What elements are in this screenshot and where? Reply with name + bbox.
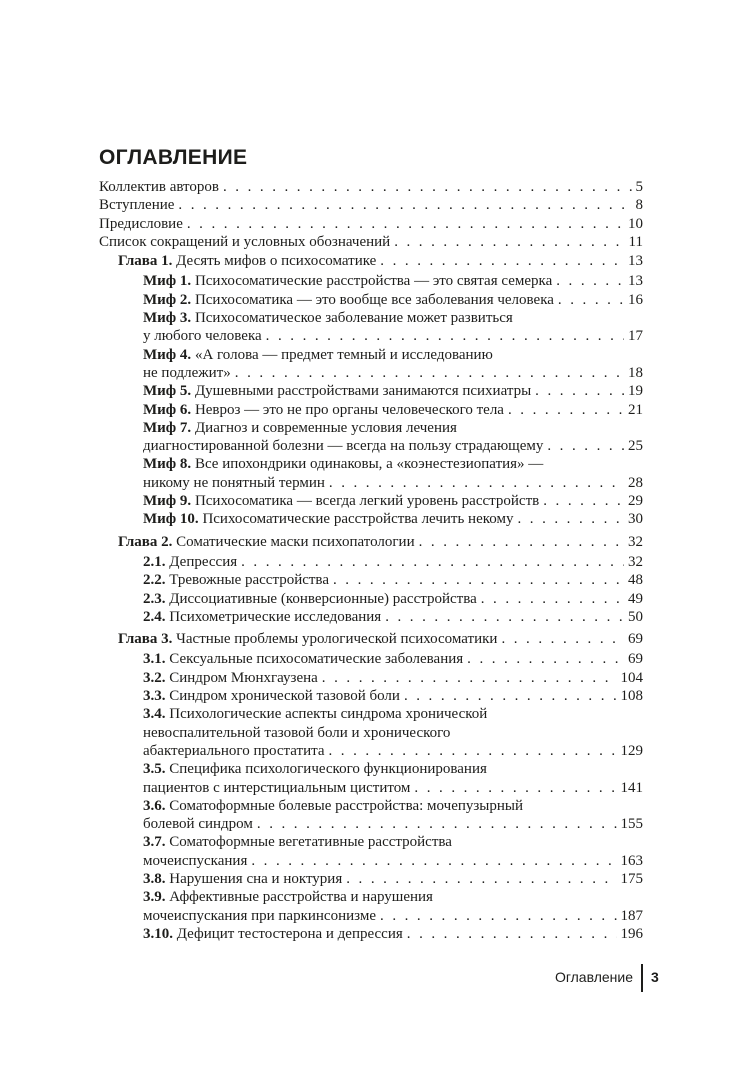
toc-entry[interactable]	[143, 608, 643, 626]
dot-leader	[380, 252, 624, 270]
toc-entry-title: никому не понятный термин	[143, 474, 325, 491]
toc-entry-title: у любого человека	[143, 328, 262, 345]
toc-entry-label	[143, 687, 400, 705]
toc-entry-title-part: Специфика психологического функционирования	[169, 761, 487, 778]
toc-entry-title-part: невоспалительной тазовой боли и хронического	[143, 724, 451, 741]
toc-entry-label	[118, 630, 497, 648]
toc-entry-label	[143, 669, 318, 687]
toc-entry-title: Соматические маски психопатологии	[176, 533, 415, 550]
dot-leader	[241, 553, 624, 571]
toc-entry-page: 5	[635, 179, 643, 195]
toc-entry[interactable]	[143, 797, 643, 834]
toc-entry[interactable]	[99, 178, 643, 196]
toc-entry-title-part: Психологические аспекты синдрома хронической	[169, 706, 488, 723]
toc-entry-label	[99, 178, 219, 196]
toc-entry-page: 104	[620, 669, 643, 686]
toc-entry[interactable]	[143, 553, 643, 571]
toc-entry-label	[143, 925, 403, 943]
toc-entry-number: Миф 9.	[143, 493, 192, 510]
toc-entry[interactable]	[99, 233, 643, 251]
toc-entry-title: Вступление	[99, 197, 175, 214]
toc-entry-page: 17	[628, 328, 643, 345]
toc-entry-title: Психосоматика — всегда легкий уровень расстройств	[194, 493, 540, 510]
toc-entry[interactable]	[143, 309, 643, 346]
toc-entry-title-part: Психосоматическое заболевание может развиться	[194, 310, 513, 327]
toc-entry-label	[143, 815, 253, 833]
toc-entry-number: 2.4.	[143, 608, 166, 625]
toc-entry-title: Нарушения сна и ноктурия	[169, 870, 343, 887]
toc-entry[interactable]	[143, 382, 643, 400]
toc-entry[interactable]	[143, 291, 643, 309]
toc-entry-page: 16	[628, 291, 643, 308]
toc-entry-page: 10	[628, 215, 643, 232]
page-number: 3	[651, 969, 659, 985]
toc-entry-title: Тревожные расстройства	[169, 572, 329, 589]
toc-entry-number: Миф 6.	[143, 401, 192, 418]
toc-entry-page: 155	[620, 816, 643, 833]
toc-entry-label	[143, 742, 325, 760]
dot-leader	[419, 533, 624, 551]
toc-entry-label	[118, 533, 415, 551]
toc-entry[interactable]	[143, 346, 643, 383]
dot-leader	[322, 669, 617, 687]
toc-entry-page: 18	[628, 364, 643, 381]
dot-leader	[178, 196, 631, 214]
toc-entry-line	[143, 797, 643, 815]
table-of-contents	[0, 178, 756, 943]
dot-leader	[394, 233, 624, 251]
page-footer	[0, 968, 756, 990]
dot-leader	[329, 742, 617, 760]
toc-entry[interactable]	[143, 925, 643, 943]
toc-entry-title: Депрессия	[169, 553, 238, 570]
toc-heading: ОГЛАВЛЕНИЕ	[99, 146, 248, 169]
toc-entry-page: 69	[628, 651, 643, 668]
toc-entry[interactable]	[143, 419, 643, 456]
toc-entry-number: 3.9.	[143, 889, 166, 906]
toc-entry-title: Дефицит тестостерона и депрессия	[176, 925, 403, 942]
toc-entry-title: Синдром хронической тазовой боли	[169, 688, 400, 705]
toc-entry-page: 32	[628, 533, 643, 550]
toc-entry-page: 13	[628, 253, 643, 270]
toc-entry-title: Коллектив авторов	[99, 179, 219, 195]
toc-entry-number: 3.1.	[143, 651, 166, 668]
dot-leader	[414, 779, 616, 797]
toc-entry-page: 13	[628, 273, 643, 290]
toc-entry[interactable]	[118, 533, 643, 551]
toc-entry-number: Миф 2.	[143, 291, 192, 308]
toc-entry-page: 50	[628, 608, 643, 625]
toc-entry-title: Психосоматика — это вообще все заболевания человека	[194, 291, 554, 308]
toc-entry-number: 2.1.	[143, 553, 166, 570]
toc-entry-label	[99, 215, 183, 233]
dot-leader	[543, 492, 624, 510]
dot-leader	[346, 870, 616, 888]
toc-entry-title: Синдром Мюнхгаузена	[169, 669, 318, 686]
dot-leader	[223, 178, 632, 196]
toc-entry-number: Глава 2.	[118, 533, 173, 550]
toc-entry-page: 21	[628, 401, 643, 418]
toc-entry-page: 8	[635, 197, 643, 214]
toc-entry-number: 2.2.	[143, 572, 166, 589]
dot-leader	[407, 925, 617, 943]
toc-entry[interactable]	[143, 492, 643, 510]
toc-entry-label	[143, 870, 342, 888]
toc-entry-title: Сексуальные психосоматические заболевания	[169, 651, 464, 668]
toc-entry[interactable]	[99, 196, 643, 214]
toc-entry-page: 141	[620, 779, 643, 796]
toc-entry-label	[143, 364, 231, 382]
toc-entry-number: 3.2.	[143, 669, 166, 686]
toc-entry-title: мочеиспускания при паркинсонизме	[143, 907, 377, 924]
dot-leader	[329, 474, 624, 492]
toc-entry-page: 19	[628, 383, 643, 400]
toc-entry-page: 187	[620, 907, 643, 924]
toc-entry-line	[143, 760, 643, 778]
toc-entry[interactable]	[143, 590, 643, 608]
toc-entry-label	[143, 474, 325, 492]
toc-entry-label	[143, 608, 381, 626]
toc-entry-label	[143, 852, 247, 870]
toc-entry-label	[143, 907, 376, 925]
toc-entry-title: не подлежит»	[143, 364, 231, 381]
dot-leader	[517, 510, 624, 528]
toc-entry-label	[143, 401, 504, 419]
toc-entry-label	[143, 327, 262, 345]
toc-entry[interactable]	[143, 705, 643, 760]
toc-entry-title: Психометрические исследования	[169, 608, 382, 625]
toc-entry[interactable]	[118, 630, 643, 648]
toc-entry-title-part: Все ипохондрики одинаковы, а «коэнестезиопатия» —	[194, 456, 544, 473]
toc-entry-label	[99, 233, 390, 251]
dot-leader	[187, 215, 624, 233]
toc-entry-number: Миф 5.	[143, 383, 192, 400]
dot-leader	[481, 590, 624, 608]
dot-leader	[251, 852, 616, 870]
toc-entry-label	[143, 437, 543, 455]
toc-entry[interactable]	[143, 870, 643, 888]
toc-entry-line	[143, 724, 643, 742]
toc-entry[interactable]	[143, 272, 643, 290]
toc-entry[interactable]	[143, 510, 643, 528]
toc-entry[interactable]	[99, 215, 643, 233]
toc-entry-label	[118, 252, 376, 270]
dot-leader	[404, 687, 617, 705]
toc-entry-number: 3.7.	[143, 834, 166, 851]
toc-entry-number: Миф 7.	[143, 419, 192, 436]
toc-entry-line	[143, 455, 643, 473]
dot-leader	[266, 327, 624, 345]
toc-entry-number: Глава 3.	[118, 631, 173, 648]
dot-leader	[235, 364, 624, 382]
toc-entry-number: Миф 1.	[143, 273, 192, 290]
toc-entry-number: 3.3.	[143, 688, 166, 705]
toc-entry-label	[143, 272, 552, 290]
toc-entry-line	[143, 419, 643, 437]
toc-entry-number: Миф 8.	[143, 456, 192, 473]
toc-entry-title: Предисловие	[99, 215, 183, 232]
toc-entry-title: Частные проблемы урологической психосоматики	[176, 631, 498, 648]
toc-entry-title: Список сокращений и условных обозначений	[99, 233, 391, 250]
toc-entry[interactable]	[143, 888, 643, 925]
toc-entry-page: 69	[628, 631, 643, 648]
toc-entry[interactable]	[143, 650, 643, 668]
toc-entry-title: абактериального простатита	[143, 742, 325, 759]
footer-divider	[641, 964, 643, 992]
toc-entry-title: Диссоциативные (конверсионные) расстройства	[169, 590, 477, 607]
toc-entry-label	[143, 553, 237, 571]
toc-entry-label	[143, 382, 531, 400]
toc-entry-page: 175	[620, 870, 643, 887]
toc-entry-title: Психосоматические расстройства лечить некому	[202, 511, 514, 528]
toc-entry-page: 30	[628, 511, 643, 528]
toc-entry-line	[143, 309, 643, 327]
toc-entry-label	[143, 590, 477, 608]
toc-entry-label	[143, 291, 554, 309]
toc-entry-page: 163	[620, 852, 643, 869]
toc-entry-page: 25	[628, 438, 643, 455]
toc-entry-label	[143, 779, 410, 797]
toc-entry-label	[99, 196, 174, 214]
toc-entry-line	[143, 705, 643, 723]
toc-entry-label	[143, 492, 539, 510]
toc-entry[interactable]	[143, 401, 643, 419]
toc-entry-label	[143, 510, 513, 528]
toc-entry-title: мочеиспускания	[143, 852, 248, 869]
toc-entry[interactable]	[143, 455, 643, 492]
dot-leader	[501, 630, 624, 648]
footer-section-label: Оглавление	[554, 969, 633, 985]
dot-leader	[385, 608, 624, 626]
toc-entry-number: 3.8.	[143, 870, 166, 887]
toc-entry-number: Глава 1.	[118, 253, 173, 270]
toc-entry-title-part: «А голова — предмет темный и исследованию	[194, 346, 493, 363]
toc-entry-page: 108	[620, 688, 643, 705]
toc-entry-page: 11	[628, 233, 643, 250]
toc-entry[interactable]	[143, 760, 643, 797]
toc-entry-number: 3.6.	[143, 797, 166, 814]
toc-entry-label	[143, 571, 329, 589]
toc-entry-title-part: Диагноз и современные условия лечения	[194, 419, 457, 436]
toc-entry-number: 3.4.	[143, 706, 166, 723]
dot-leader	[547, 437, 624, 455]
toc-entry-title: Душевными расстройствами занимаются психиатры	[194, 383, 532, 400]
toc-entry-number: Миф 3.	[143, 310, 192, 327]
toc-entry-title-part: Соматоформные вегетативные расстройства	[169, 834, 452, 851]
dot-leader	[558, 291, 624, 309]
toc-entry-title: пациентов с интерстициальным циститом	[143, 779, 411, 796]
toc-entry-number: 3.5.	[143, 761, 166, 778]
dot-leader	[467, 650, 624, 668]
toc-entry-page: 29	[628, 493, 643, 510]
toc-entry-page: 32	[628, 553, 643, 570]
dot-leader	[380, 907, 616, 925]
toc-entry[interactable]	[143, 833, 643, 870]
toc-entry[interactable]	[143, 669, 643, 687]
toc-entry-line	[143, 833, 643, 851]
dot-leader	[257, 815, 617, 833]
toc-entry-title: Психосоматические расстройства — это святая семерка	[194, 273, 553, 290]
dot-leader	[535, 382, 624, 400]
toc-entry-title: Десять мифов о психосоматике	[176, 253, 377, 270]
toc-entry-number: 2.3.	[143, 590, 166, 607]
toc-entry[interactable]	[118, 252, 643, 270]
toc-entry-page: 196	[620, 925, 643, 942]
toc-entry-number: 3.10.	[143, 925, 173, 942]
toc-entry[interactable]	[143, 687, 643, 705]
toc-entry[interactable]	[143, 571, 643, 589]
toc-entry-page: 48	[628, 572, 643, 589]
toc-entry-line	[143, 888, 643, 906]
toc-entry-number: Миф 4.	[143, 346, 192, 363]
toc-entry-title-part: Аффективные расстройства и нарушения	[169, 889, 433, 906]
toc-entry-title: диагностированной болезни — всегда на пользу страдающему	[143, 438, 544, 455]
toc-entry-page: 129	[620, 742, 643, 759]
toc-entry-title: Невроз — это не про органы человеческого тела	[194, 401, 504, 418]
toc-entry-page: 49	[628, 590, 643, 607]
toc-entry-page: 28	[628, 474, 643, 491]
toc-entry-label	[143, 650, 463, 668]
dot-leader	[556, 272, 624, 290]
toc-entry-title-part: Соматоформные болевые расстройства: мочепузырный	[169, 797, 524, 814]
dot-leader	[333, 571, 624, 589]
toc-entry-line	[143, 346, 643, 364]
toc-entry-number: Миф 10.	[143, 511, 199, 528]
dot-leader	[508, 401, 624, 419]
toc-entry-title: болевой синдром	[143, 816, 253, 833]
